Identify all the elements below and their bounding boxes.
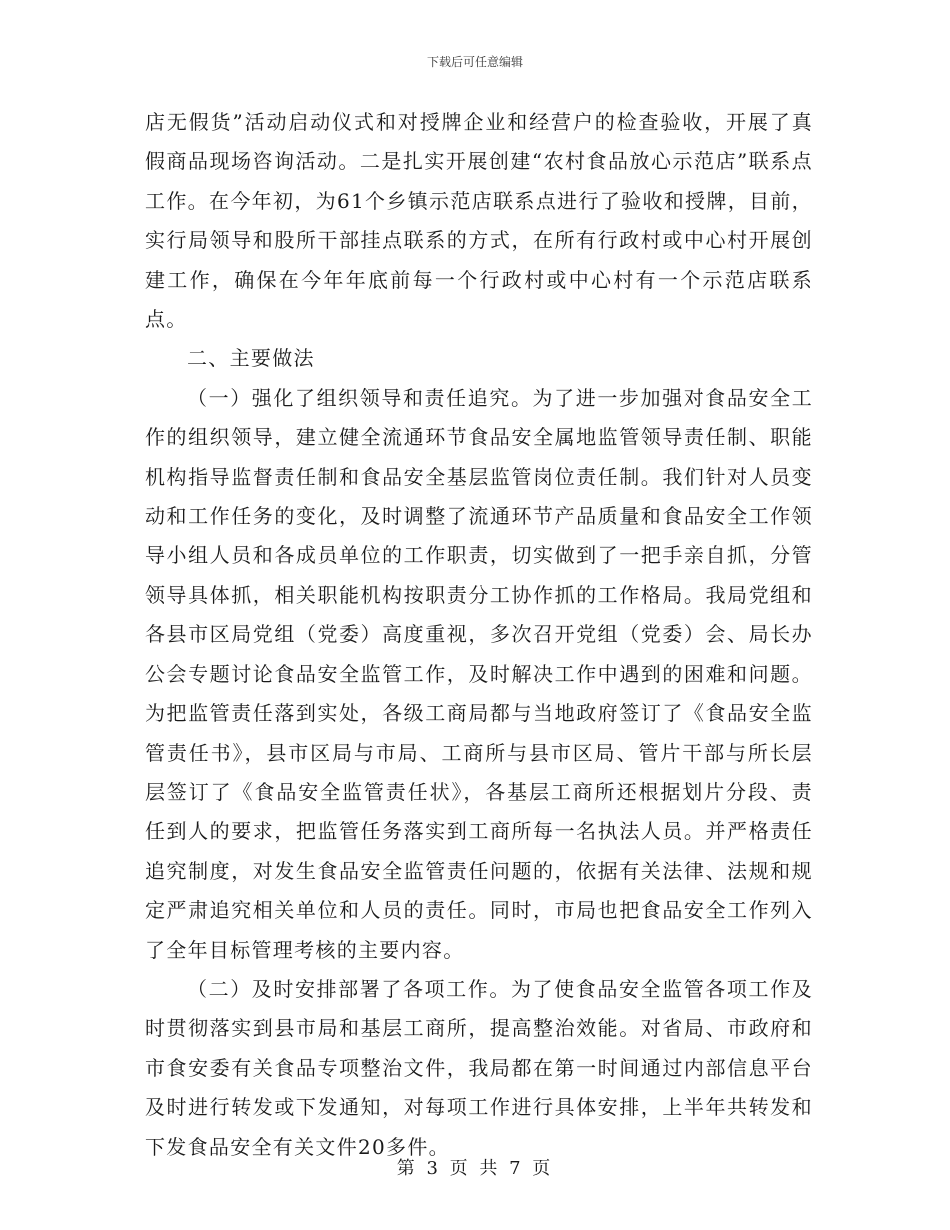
paragraph-organization-leadership: （一）强化了组织领导和责任追究。为了进一步加强对食品安全工作的组织领导，建立健全流通环节食品安全属地监管领导责任制、职能机构指导监督责任制和食品安全基层监管岗位责任制。我们针对人员变动和工作任务的变化，及时调整了流通环节产品质量和食品安全工作领导小组人员和各成员单位的工作职责，切实做到了一把手亲自抓，分管领导具体抓，相关职能机构按职责分工协作抓的工作格局。我局党组和各县市区局党组（党委）高度重视，多次召开党组（党委）会、局长办公会专题讨论食品安全监管工作，及时解决工作中遇到的困难和问题。为把监管责任落到实处，各级工商局都与当地政府签订了《食品安全监管责任书》，县市区局与市局、工商所与县市区局、管片干部与所长层层签订了《食品安全监管责任状》，各基层工商所还根据划片分段、责任到人的要求，把监管任务落实到工商所每一名执法人员。并严格责任追究制度，对发生食品安全监管责任问题的，依据有关法律、法规和规定严肃追究相关单位和人员的责任。同时，市局也把食品安全工作列入了全年目标管理考核的主要内容。 — [145, 385, 813, 962]
paragraph-continuation: 店无假货”活动启动仪式和对授牌企业和经营户的检查验收，开展了真假商品现场咨询活动。二是扎实开展创建“农村食品放心示范店”联系点工作。在今年初，为61个乡镇示范店联系点进行了验收和授牌，目前，实行局领导和股所干部挂点联系的方式，在所有行政村或中心村开展创建工作，确保在今年年底前每一个行政村或中心村有一个示范店联系点。 — [145, 110, 813, 332]
paragraph-work-arrangement: （二）及时安排部署了各项工作。为了使食品安全监管各项工作及时贯彻落实到县市局和基层工商所，提高整治效能。对省局、市政府和市食安委有关食品专项整治文件，我局都在第一时间通过内部信息平台及时进行转发或下发通知，对每项工作进行具体安排，上半年共转发和下发食品安全有关文件20多件。 — [145, 976, 813, 1159]
page-header-note: 下载后可任意编辑 — [426, 55, 523, 69]
section-heading: 二、主要做法 — [187, 346, 315, 371]
document-body — [145, 103, 813, 1167]
page-number: 第 3 页 共 7 页 — [396, 1158, 554, 1179]
